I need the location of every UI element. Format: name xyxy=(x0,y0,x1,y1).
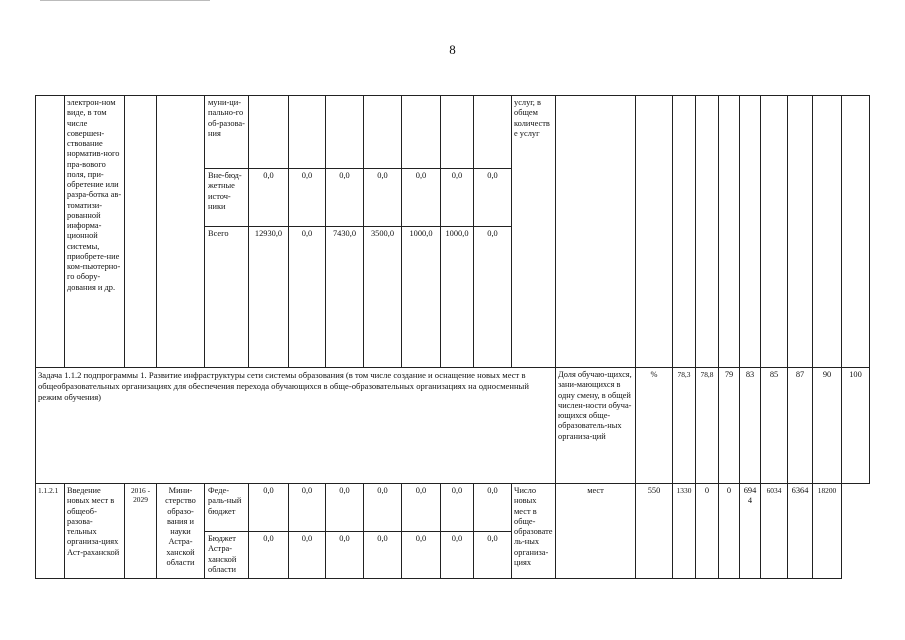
federal-value: 0,0 xyxy=(364,484,402,532)
task-row xyxy=(36,368,870,484)
municipal-value-cell xyxy=(249,96,289,169)
continued-indicator: услуг, в общем количестве услуг xyxy=(512,96,556,368)
task-value: 87 xyxy=(788,368,813,484)
total-value: 12930,0 xyxy=(249,227,289,368)
task-title: Задача 1.1.2 подпрограммы 1. Развитие инфраструктуры сети системы образования (в том числе создание и оснащение новых мест в общеобразовательных организациях для обеспечения перехода обучающихся в обще-образовательных организациях на односменный режим обучения) xyxy=(36,368,556,484)
funding-source-extrabudget: Вне-бюд-жетные источ-ники xyxy=(205,169,249,227)
item-executor: Мини-стерство образо-вания и науки Астра-ханской области xyxy=(157,484,205,579)
municipal-value-cell xyxy=(402,96,441,169)
indicator-value-cell xyxy=(788,96,813,368)
total-value: 7430,0 xyxy=(326,227,364,368)
federal-value: 0,0 xyxy=(249,484,289,532)
regional-value: 0,0 xyxy=(402,532,441,579)
indicator-value-cell xyxy=(696,96,719,368)
extra-value: 0,0 xyxy=(326,169,364,227)
municipal-value-cell xyxy=(326,96,364,169)
indicator-value-cell xyxy=(740,96,761,368)
funding-source-total: Всего xyxy=(205,227,249,368)
item-value: 6364 xyxy=(788,484,813,579)
total-value: 0,0 xyxy=(474,227,512,368)
page-number: 8 xyxy=(449,42,456,57)
extra-value: 0,0 xyxy=(289,169,326,227)
indicator-value-cell xyxy=(842,96,870,368)
regional-value: 0,0 xyxy=(289,532,326,579)
item-indicator: Число новых мест в обще-образователь-ных организа-циях xyxy=(512,484,556,579)
indicator-value-cell xyxy=(813,96,842,368)
indicator-value-cell xyxy=(719,96,740,368)
task-value: 79 xyxy=(719,368,740,484)
cell-executor-empty xyxy=(157,96,205,368)
item-unit: мест xyxy=(556,484,636,579)
task-value: 85 xyxy=(761,368,788,484)
task-value: 78,8 xyxy=(696,368,719,484)
item-value: 1330 xyxy=(673,484,696,579)
item-value: 0 xyxy=(719,484,740,579)
task-value: 100 xyxy=(842,368,870,484)
continued-row-1 xyxy=(36,96,870,169)
indicator-value-cell xyxy=(636,96,673,368)
item-value: 18200 xyxy=(813,484,842,579)
program-table xyxy=(35,95,870,579)
task-value: 78,3 xyxy=(673,368,696,484)
extra-value: 0,0 xyxy=(364,169,402,227)
task-value: 83 xyxy=(740,368,761,484)
task-value: 90 xyxy=(813,368,842,484)
regional-value: 0,0 xyxy=(474,532,512,579)
regional-value: 0,0 xyxy=(364,532,402,579)
funding-source-municipal: муни-ци-пально-го об-разова-ния xyxy=(205,96,249,169)
funding-source-federal: Феде-раль-ный бюджет xyxy=(205,484,249,532)
extra-value: 0,0 xyxy=(249,169,289,227)
task-indicator: Доля обучаю-щихся, зани-мающихся в одну смену, в общей числен-ности обуча-ющихся обще-образователь-ных организа-ций xyxy=(556,368,636,484)
extra-value: 0,0 xyxy=(474,169,512,227)
top-scan-mark xyxy=(40,0,210,3)
total-value: 1000,0 xyxy=(441,227,474,368)
municipal-value-cell xyxy=(364,96,402,169)
item-years: 2016 - 2029 xyxy=(125,484,157,579)
municipal-value-cell xyxy=(474,96,512,169)
total-value: 0,0 xyxy=(289,227,326,368)
item-value: 550 xyxy=(636,484,673,579)
cell-unit-empty xyxy=(556,96,636,368)
extra-value: 0,0 xyxy=(441,169,474,227)
funding-source-regional: Бюджет Астра-ханской области xyxy=(205,532,249,579)
federal-value: 0,0 xyxy=(474,484,512,532)
task-unit: % xyxy=(636,368,673,484)
cell-years-empty xyxy=(125,96,157,368)
item-value: 6034 xyxy=(761,484,788,579)
extra-value: 0,0 xyxy=(402,169,441,227)
item-row-1 xyxy=(36,484,870,532)
federal-value: 0,0 xyxy=(289,484,326,532)
regional-value: 0,0 xyxy=(326,532,364,579)
federal-value: 0,0 xyxy=(326,484,364,532)
federal-value: 0,0 xyxy=(441,484,474,532)
municipal-value-cell xyxy=(289,96,326,169)
municipal-value-cell xyxy=(441,96,474,169)
item-value: 0 xyxy=(696,484,719,579)
item-number: 1.1.2.1 xyxy=(36,484,65,579)
cell-number-empty xyxy=(36,96,65,368)
regional-value: 0,0 xyxy=(441,532,474,579)
continued-description: электрон-ном виде, в том числе совершен-ствование норматив-ного пра-вового поля, при-обретение или разра-ботка ав-томатизи-рованной информа-ционной системы, приобрете-ние ком-пьютерно-го обору-дования и др. xyxy=(65,96,125,368)
indicator-value-cell xyxy=(761,96,788,368)
item-value: 6944 xyxy=(740,484,761,579)
total-value: 1000,0 xyxy=(402,227,441,368)
federal-value: 0,0 xyxy=(402,484,441,532)
indicator-value-cell xyxy=(673,96,696,368)
item-name: Введение новых мест в общеоб-разова-тельных организа-циях Аст-раханской xyxy=(65,484,125,579)
regional-value: 0,0 xyxy=(249,532,289,579)
total-value: 3500,0 xyxy=(364,227,402,368)
